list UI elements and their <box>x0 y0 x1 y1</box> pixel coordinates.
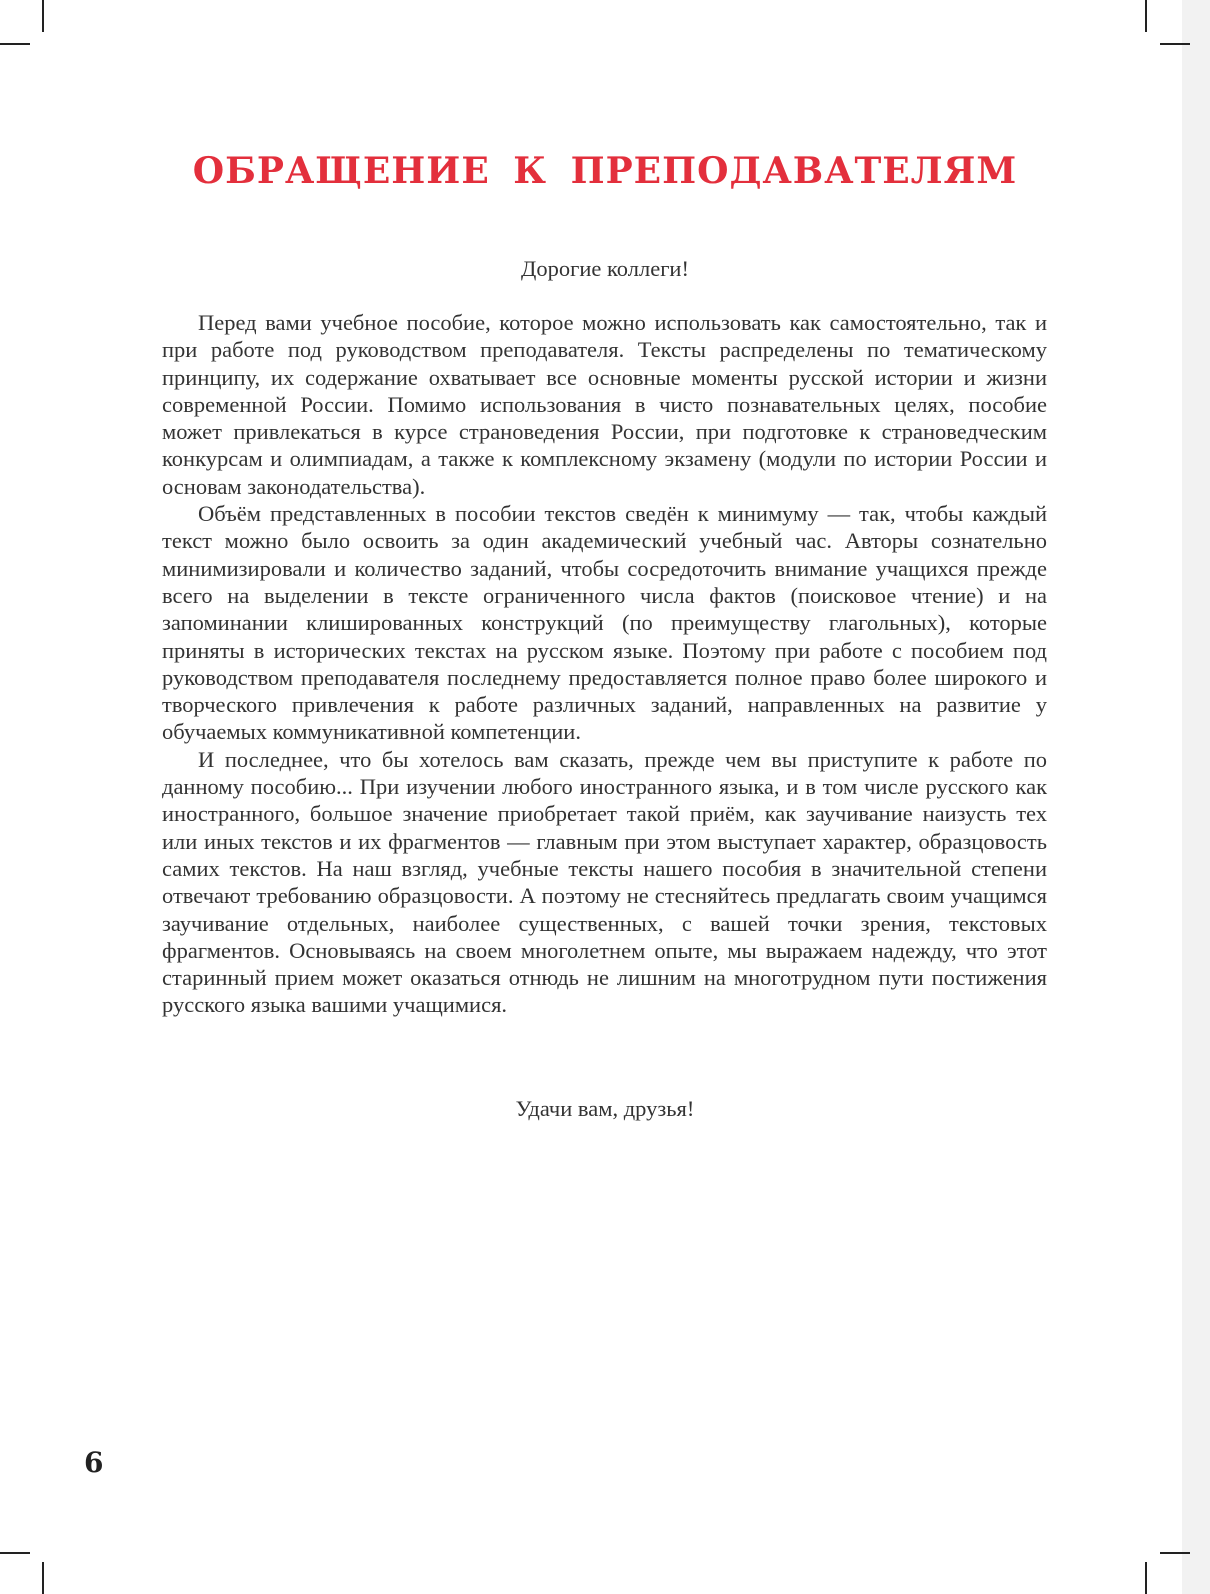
crop-mark-bottom-left-horizontal <box>0 1552 30 1554</box>
paragraph-2: Объём представленных в пособии текстов сведён к минимуму — так, чтобы каждый текст можно было освоить за один академический учебный час. Авторы сознательно минимизировали и количество заданий, чтобы сосредоточить внимание учащихся прежде всего на выделении в тексте ограниченного числа фактов (поисковое чтение) и на запоминании клишированных конструкций (по преимуществу глагольных), которые приняты в исторических текстах на русском языке. Поэтому при работе с пособием под руководством преподавателя последнему предоставляется полное право более широкого и творческого привлечения к работе различных заданий, направленных на развитие у обучаемых коммуникативной компетенции. <box>162 501 1047 745</box>
page-edge-shading <box>1182 0 1210 1594</box>
body-text <box>162 309 1047 1019</box>
crop-mark-top-left-vertical <box>42 0 44 32</box>
crop-mark-bottom-left-vertical <box>42 1562 44 1594</box>
closing-line: Удачи вам, друзья! <box>515 1096 695 1121</box>
page-number: 6 <box>84 1446 104 1479</box>
crop-mark-bottom-right-vertical <box>1145 1562 1147 1594</box>
crop-mark-bottom-right-horizontal <box>1160 1552 1190 1554</box>
crop-mark-top-right-horizontal <box>1160 43 1190 45</box>
paragraph-1: Перед вами учебное пособие, которое можно использовать как самостоятельно, так и при работе под руководством преподавателя. Тексты распределены по тематическому принципу, их содержание охватывает все основные моменты русской истории и жизни современной России. Помимо использования в чисто познавательных целях, пособие может привлекаться в курсе страноведения России, при подготовке к страноведческим конкурсам и олимпиадам, а также к комплексному экзамену (модули по истории России и основам законодательства). <box>162 310 1047 499</box>
salutation: Дорогие коллеги! <box>521 256 689 281</box>
crop-mark-top-right-vertical <box>1145 0 1147 32</box>
paragraph-3: И последнее, что бы хотелось вам сказать, прежде чем вы приступите к работе по данному пособию... При изучении любого иностранного языка, и в том числе русского как иностранного, большое значение приобретает такой приём, как заучивание наизусть тех или иных текстов и их фрагментов — главным при этом выступает характер, образцовость самих текстов. На наш взгляд, учебные тексты нашего пособия в значительной степени отвечают требованию образцовости. А поэтому не стесняйтесь предлагать своим учащимся заучивание отдельных, наиболее существенных, с вашей точки зрения, текстовых фрагментов. Основываясь на своем многолетнем опыте, мы выражаем надежду, что этот старинный прием может оказаться отнюдь не лишним на многотрудном пути постижения русского языка вашими учащимися. <box>162 746 1047 1018</box>
page-title: ОБРАЩЕНИЕ К ПРЕПОДАВАТЕЛЯМ <box>192 150 1018 192</box>
crop-mark-top-left-horizontal <box>0 43 30 45</box>
